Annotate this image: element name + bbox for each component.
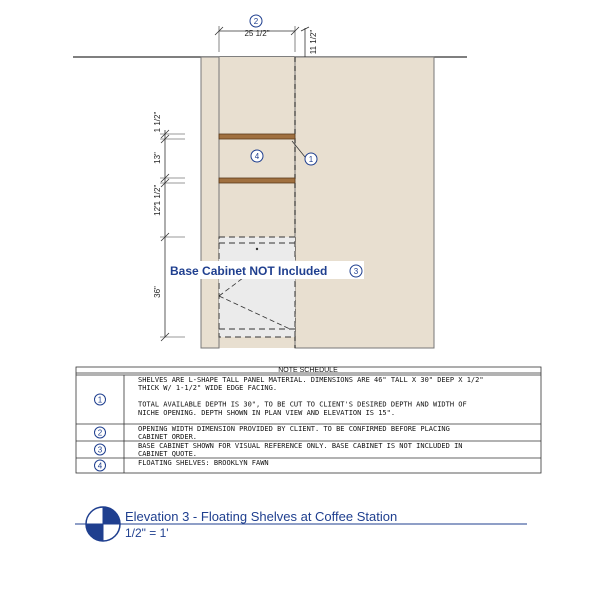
bubble-4-shelf — [251, 150, 263, 162]
dim-lower-gap: 12" — [153, 204, 162, 216]
base-cabinet-outline — [219, 237, 295, 337]
dim-shelf-thickness-2: 1 1/2" — [153, 184, 162, 206]
note-schedule-header: NOTE SCHEDULE — [278, 367, 338, 374]
bubble-1-edge-label: 1 — [308, 155, 314, 164]
floating-shelf-lower — [219, 178, 295, 183]
dim-top-offset-label: 11 1/2" — [309, 29, 318, 55]
drawing-scale: 1/2" = 1' — [125, 526, 169, 540]
title-block — [75, 507, 527, 541]
dim-cabinet-height: 36" — [153, 286, 162, 298]
bubble-3-callout-label: 3 — [353, 267, 359, 276]
base-cabinet-callout: Base Cabinet NOT Included — [170, 264, 328, 278]
dim-top-offset — [301, 27, 318, 57]
note-line: CABINET ORDER. — [138, 433, 198, 442]
note-line: TOTAL AVAILABLE DEPTH IS 30", TO BE CUT TO CLIENT'S DESIRED DEPTH AND WIDTH OF — [138, 400, 467, 409]
note-number-2: 2 — [97, 428, 103, 438]
note-line: BASE CABINET SHOWN FOR VISUAL REFERENCE ONLY. BASE CABINET IS NOT INCLUDED IN — [138, 442, 463, 450]
note-number-3: 3 — [97, 445, 103, 455]
dim-shelf-gap: 13" — [153, 152, 162, 164]
note-line: CABINET QUOTE. — [138, 450, 198, 459]
note-line: SHELVES ARE L-SHAPE TALL PANEL MATERIAL. DIMENSIONS ARE 46" TALL X 30" DEEP X 1/2" — [138, 376, 484, 384]
drawing-title: Elevation 3 - Floating Shelves at Coffee Station — [125, 509, 398, 524]
right-wall-panel — [295, 57, 434, 348]
dim-top-width — [215, 26, 299, 52]
bubble-4-shelf-label: 4 — [254, 152, 260, 161]
note-line: OPENING WIDTH DIMENSION PROVIDED BY CLIENT. TO BE CONFIRMED BEFORE PLACING — [138, 425, 450, 433]
floating-shelf-upper — [219, 134, 295, 139]
note-line: THICK W/ 1-1/2" WIDE EDGE FACING. — [138, 384, 278, 393]
bubble-2-top — [250, 15, 262, 27]
dim-chain-left — [153, 112, 185, 341]
note-number-4: 4 — [97, 461, 103, 471]
note-number-1: 1 — [97, 395, 103, 405]
dim-shelf-thickness-1: 1 1/2" — [153, 111, 162, 133]
left-wall-panel — [201, 57, 219, 348]
note-line: NICHE OPENING. DEPTH SHOWN IN PLAN VIEW AND ELEVATION IS 15". — [138, 408, 396, 417]
dim-top-width-label: 25 1/2" — [244, 29, 270, 38]
bubble-3-callout — [350, 265, 362, 277]
cabinet-knob — [256, 248, 258, 250]
note-line: FLOATING SHELVES: BROOKLYN FAWN — [138, 459, 269, 467]
bubble-2-top-label: 2 — [253, 17, 259, 26]
